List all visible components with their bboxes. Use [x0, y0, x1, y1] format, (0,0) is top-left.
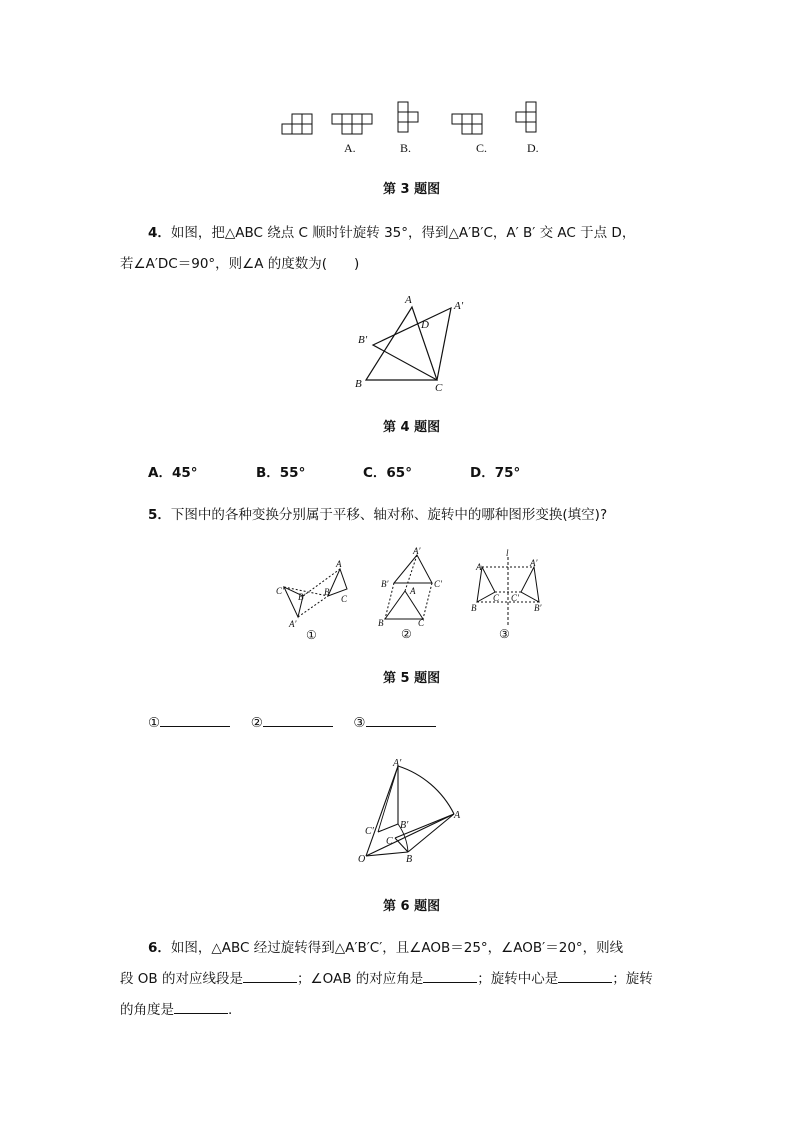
- q4-text1: 如图，把△ABC 绕点 C 顺时针旋转 35°，得到△A′B′C，A′ B′ 交 AC 于点 D，: [170, 225, 636, 241]
- fig5-2-label-a-prime: A′: [413, 547, 421, 556]
- q5-line: [148, 500, 607, 530]
- fig6-label-c-prime: C′: [365, 826, 374, 837]
- q6-text2a: 段 OB 的对应线段是: [120, 971, 243, 987]
- fig5-3-label-a: A: [476, 562, 482, 572]
- q6-text2c: ；旋转中心是: [477, 971, 559, 987]
- q6-blank-1[interactable]: [243, 968, 297, 983]
- q5-figure-1: [272, 555, 357, 645]
- q4-choice-d: D．75°: [470, 465, 521, 481]
- fig3-option-d: D.: [527, 141, 539, 155]
- fig5-3-circled: ③: [499, 627, 510, 641]
- q5-text: 下图中的各种变换分别属于平移、轴对称、旋转中的哪种图形变换(填空)?: [170, 507, 608, 523]
- q6-line1: [148, 933, 623, 963]
- q5-caption: 第 5 题图: [383, 671, 441, 686]
- q5-answer-blank-1[interactable]: [160, 712, 230, 727]
- fig5-1-circled: ①: [306, 628, 317, 642]
- fig5-2-label-a: A: [410, 586, 416, 596]
- q4-label-a: A: [405, 294, 412, 306]
- q5-answers: [148, 708, 436, 738]
- fig5-1-label-b-prime: B′: [298, 592, 306, 602]
- fig5-2-label-c-prime: C′: [434, 579, 442, 589]
- q5-number: 5．: [148, 507, 171, 523]
- fig5-3-label-b-prime: B′: [534, 603, 542, 613]
- q5-figure-3: [468, 547, 550, 645]
- q6-text2b: ；∠OAB 的对应角是: [296, 971, 424, 987]
- q4-label-c: C: [435, 382, 443, 394]
- fig3-option-a: A.: [344, 141, 356, 155]
- q4-caption: 第 4 题图: [383, 420, 441, 435]
- fig5-1-label-c: C: [341, 594, 348, 604]
- q4-label-b-prime: B′: [358, 334, 368, 346]
- fig5-1-label-b: B: [324, 587, 330, 597]
- fig5-1-label-c-prime: C′: [276, 586, 284, 596]
- q4-number: 4．: [148, 225, 171, 241]
- fig3-option-c: C.: [476, 141, 488, 155]
- fig5-2-label-b-prime: B′: [381, 579, 389, 589]
- q6-blank-3[interactable]: [558, 968, 612, 983]
- q5-answer-blank-3[interactable]: [366, 712, 436, 727]
- fig5-3-label-l: l: [506, 548, 509, 558]
- fig6-label-a-prime: A′: [393, 758, 402, 769]
- q5-answer-mark-1: ①: [148, 715, 161, 731]
- q4-choice-b: B．55°: [256, 465, 306, 481]
- q6-text1: 如图，△ABC 经过旋转得到△A′B′C′，且∠AOB＝25°，∠AOB′＝20°，则线: [170, 940, 624, 956]
- q6-blank-2[interactable]: [423, 968, 477, 983]
- fig6-label-a: A: [454, 810, 461, 821]
- fig6-label-b: B: [406, 854, 413, 865]
- fig5-2-label-b: B: [378, 618, 384, 628]
- q6-line3: [120, 995, 232, 1025]
- q5-answer-mark-2: ②: [250, 715, 263, 731]
- q6-text2d: ；旋转: [612, 971, 653, 987]
- q6-number: 6．: [148, 940, 171, 956]
- q5-answer-blank-2[interactable]: [263, 712, 333, 727]
- fig6-label-b-prime: B′: [400, 820, 409, 831]
- q6-text3a: 的角度是: [120, 1002, 174, 1018]
- q5-figure-2: [372, 547, 452, 645]
- fig5-2-label-c: C: [418, 618, 425, 628]
- q4-choice-c: C．65°: [363, 465, 412, 481]
- q6-blank-4[interactable]: [174, 999, 228, 1014]
- fig6-figure: [350, 752, 470, 868]
- fig5-3-label-c-prime: C′: [511, 593, 519, 603]
- q6-text3b: .: [228, 1002, 233, 1018]
- fig3-caption: 第 3 题图: [383, 182, 441, 197]
- fig6-label-o: O: [358, 854, 366, 865]
- fig6-caption: 第 6 题图: [383, 899, 441, 914]
- fig5-2-circled: ②: [401, 627, 412, 641]
- q6-line2: [120, 964, 653, 994]
- fig5-3-label-c: C: [493, 593, 500, 603]
- q4-line1: [148, 218, 635, 248]
- q4-line2: 若∠A′DC＝90°，则∠A 的度数为( ): [120, 256, 360, 272]
- fig3-nets: [278, 98, 548, 160]
- fig3-option-b: B.: [400, 141, 412, 155]
- q4-label-d: D: [421, 319, 429, 331]
- fig5-3-label-b: B: [471, 603, 477, 613]
- fig5-1-label-a: A: [336, 559, 342, 569]
- q4-figure: [350, 290, 480, 400]
- q4-label-a-prime: A′: [454, 300, 464, 312]
- fig6-label-c: C: [386, 836, 393, 847]
- fig5-1-label-a-prime: A′: [289, 619, 297, 629]
- q4-label-b: B: [355, 378, 362, 390]
- fig5-3-label-a-prime: A′: [530, 558, 538, 568]
- q5-answer-mark-3: ③: [353, 715, 366, 731]
- q4-choice-a: A．45°: [148, 465, 198, 481]
